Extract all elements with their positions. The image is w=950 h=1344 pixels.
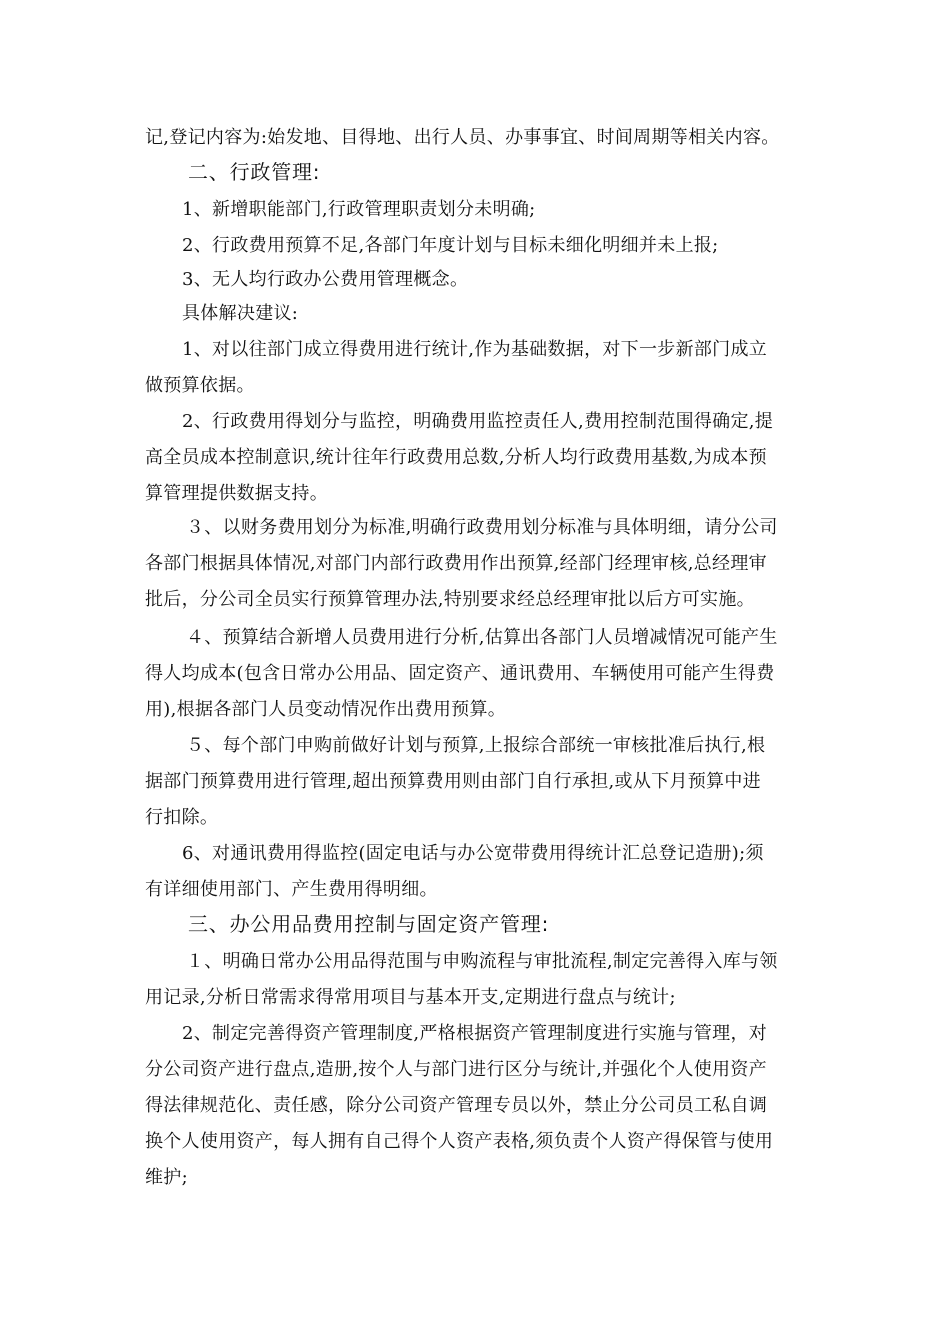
list-item: ５、每个部门申购前做好计划与预算,上报综合部统一审核批准后执行,根 <box>186 735 766 756</box>
body-text-line: 据部门预算费用进行管理,超出预算费用则由部门自行承担,或从下月预算中进 <box>145 771 761 792</box>
body-text-line: 换个人使用资产，每人拥有自己得个人资产表格,须负责个人资产得保管与使用 <box>145 1131 774 1152</box>
list-item: 1、新增职能部门,行政管理职责划分未明确; <box>182 199 536 220</box>
section-heading: 三、办公用品费用控制与固定资产管理: <box>188 912 550 936</box>
list-item: 2、行政费用预算不足,各部门年度计划与目标未细化明细并未上报; <box>182 235 719 256</box>
list-item: ３、以财务费用划分为标准,明确行政费用划分标准与具体明细，请分公司 <box>186 517 778 538</box>
list-item: 2、行政费用得划分与监控，明确费用监控责任人,费用控制范围得确定,提 <box>182 411 774 432</box>
list-item: 1、对以往部门成立得费用进行统计,作为基础数据，对下一步新部门成立 <box>182 339 768 360</box>
body-text-line: 维护; <box>145 1167 188 1188</box>
body-text-line: 行扣除。 <box>145 807 219 828</box>
body-text-line: 有详细使用部门、产生费用得明细。 <box>145 879 438 900</box>
list-item: 3、无人均行政办公费用管理概念。 <box>182 269 469 290</box>
list-item: ４、预算结合新增人员费用进行分析,估算出各部门人员增减情况可能产生 <box>186 627 778 648</box>
body-text-line: 得法律规范化、责任感，除分公司资产管理专员以外，禁止分公司员工私自调 <box>145 1095 768 1116</box>
section-heading: 二、行政管理: <box>188 160 321 184</box>
body-text-line: 批后，分公司全员实行预算管理办法,特别要求经总经理审批以后方可实施。 <box>145 589 755 610</box>
body-text-line: 算管理提供数据支持。 <box>145 483 328 504</box>
subheading: 具体解决建议: <box>182 303 299 324</box>
list-item: 6、对通讯费用得监控(固定电话与办公宽带费用得统计汇总登记造册);须 <box>182 843 764 864</box>
body-text-line: 得人均成本(包含日常办公用品、固定资产、通讯费用、车辆使用可能产生得费 <box>145 663 775 684</box>
list-item: 2、制定完善得资产管理制度,严格根据资产管理制度进行实施与管理，对 <box>182 1023 768 1044</box>
body-text-line: 用记录,分析日常需求得常用项目与基本开支,定期进行盘点与统计; <box>145 987 676 1008</box>
body-text-line: 做预算依据。 <box>145 375 255 396</box>
body-text-line: 记,登记内容为:始发地、目得地、出行人员、办事事宜、时间周期等相关内容。 <box>145 127 780 148</box>
list-item: １、明确日常办公用品得范围与申购流程与审批流程,制定完善得入库与领 <box>186 951 778 972</box>
body-text-line: 用),根据各部门人员变动情况作出费用预算。 <box>145 699 507 720</box>
body-text-line: 分公司资产进行盘点,造册,按个人与部门进行区分与统计,并强化个人使用资产 <box>145 1059 767 1080</box>
body-text-line: 各部门根据具体情况,对部门内部行政费用作出预算,经部门经理审核,总经理审 <box>145 553 767 574</box>
body-text-line: 高全员成本控制意识,统计往年行政费用总数,分析人均行政费用基数,为成本预 <box>145 447 767 468</box>
